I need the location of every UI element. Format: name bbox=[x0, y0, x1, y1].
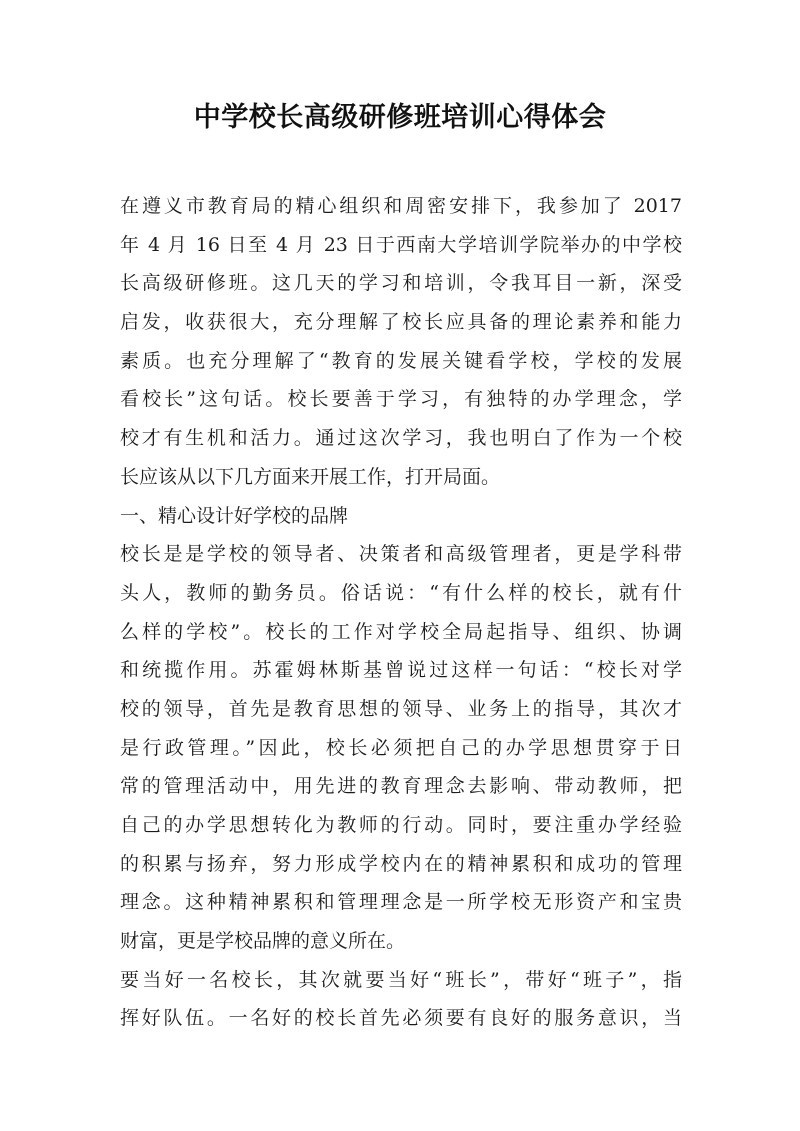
text-line: 年 4 月 16 日至 4 月 23 日于西南大学培训学院举办的中学校 bbox=[120, 233, 682, 256]
text-line: 长应该从以下几方面来开展工作，打开局面。 bbox=[120, 465, 501, 488]
text-line: 看校长”这句话。校长要善于学习，有独特的办学理念，学 bbox=[120, 388, 682, 411]
text-line: 财富，更是学校品牌的意义所在。 bbox=[120, 930, 406, 953]
text-line: 和统揽作用。苏霍姆林斯基曾说过这样一句话：“校长对学 bbox=[120, 659, 682, 682]
text-line: 校的领导，首先是教育思想的领导、业务上的指导，其次才 bbox=[120, 697, 682, 720]
text-line: 校长是是学校的领导者、决策者和高级管理者，更是学科带 bbox=[120, 543, 682, 566]
text-line: 常的管理活动中，用先进的教育理念去影响、带动教师，把 bbox=[120, 775, 682, 798]
text-line: 挥好队伍。一名好的校长首先必须要有良好的服务意识，当 bbox=[120, 1007, 682, 1030]
text-line: 在遵义市教育局的精心组织和周密安排下，我参加了 2017 bbox=[120, 195, 682, 217]
text-line: 么样的学校”。校长的工作对学校全局起指导、组织、协调 bbox=[120, 620, 682, 643]
text-line: 素质。也充分理解了“教育的发展关键看学校，学校的发展 bbox=[120, 349, 682, 372]
text-line: 要当好一名校长，其次就要当好“班长”，带好“班子”，指 bbox=[120, 968, 682, 991]
document-body bbox=[120, 187, 682, 1038]
text-line: 启发，收获很大，充分理解了校长应具备的理论素养和能力 bbox=[120, 311, 682, 334]
section-heading: 一、精心设计好学校的品牌 bbox=[120, 504, 349, 527]
text-line: 长高级研修班。这几天的学习和培训，令我耳目一新，深受 bbox=[120, 272, 682, 295]
text-line: 的积累与扬弃，努力形成学校内在的精神累积和成功的管理 bbox=[120, 852, 682, 875]
text-line: 理念。这种精神累积和管理理念是一所学校无形资产和宝贵 bbox=[120, 891, 682, 914]
text-line: 自己的办学思想转化为教师的行动。同时，要注重办学经验 bbox=[120, 814, 682, 836]
text-line: 头人，教师的勤务员。俗话说：“有什么样的校长，就有什 bbox=[120, 581, 682, 604]
document-title: 中学校长高级研修班培训心得体会 bbox=[193, 102, 607, 133]
text-line: 校才有生机和活力。通过这次学习，我也明白了作为一个校 bbox=[120, 427, 682, 450]
text-line: 是行政管理。”因此，校长必须把自己的办学思想贯穿于日 bbox=[120, 736, 682, 759]
